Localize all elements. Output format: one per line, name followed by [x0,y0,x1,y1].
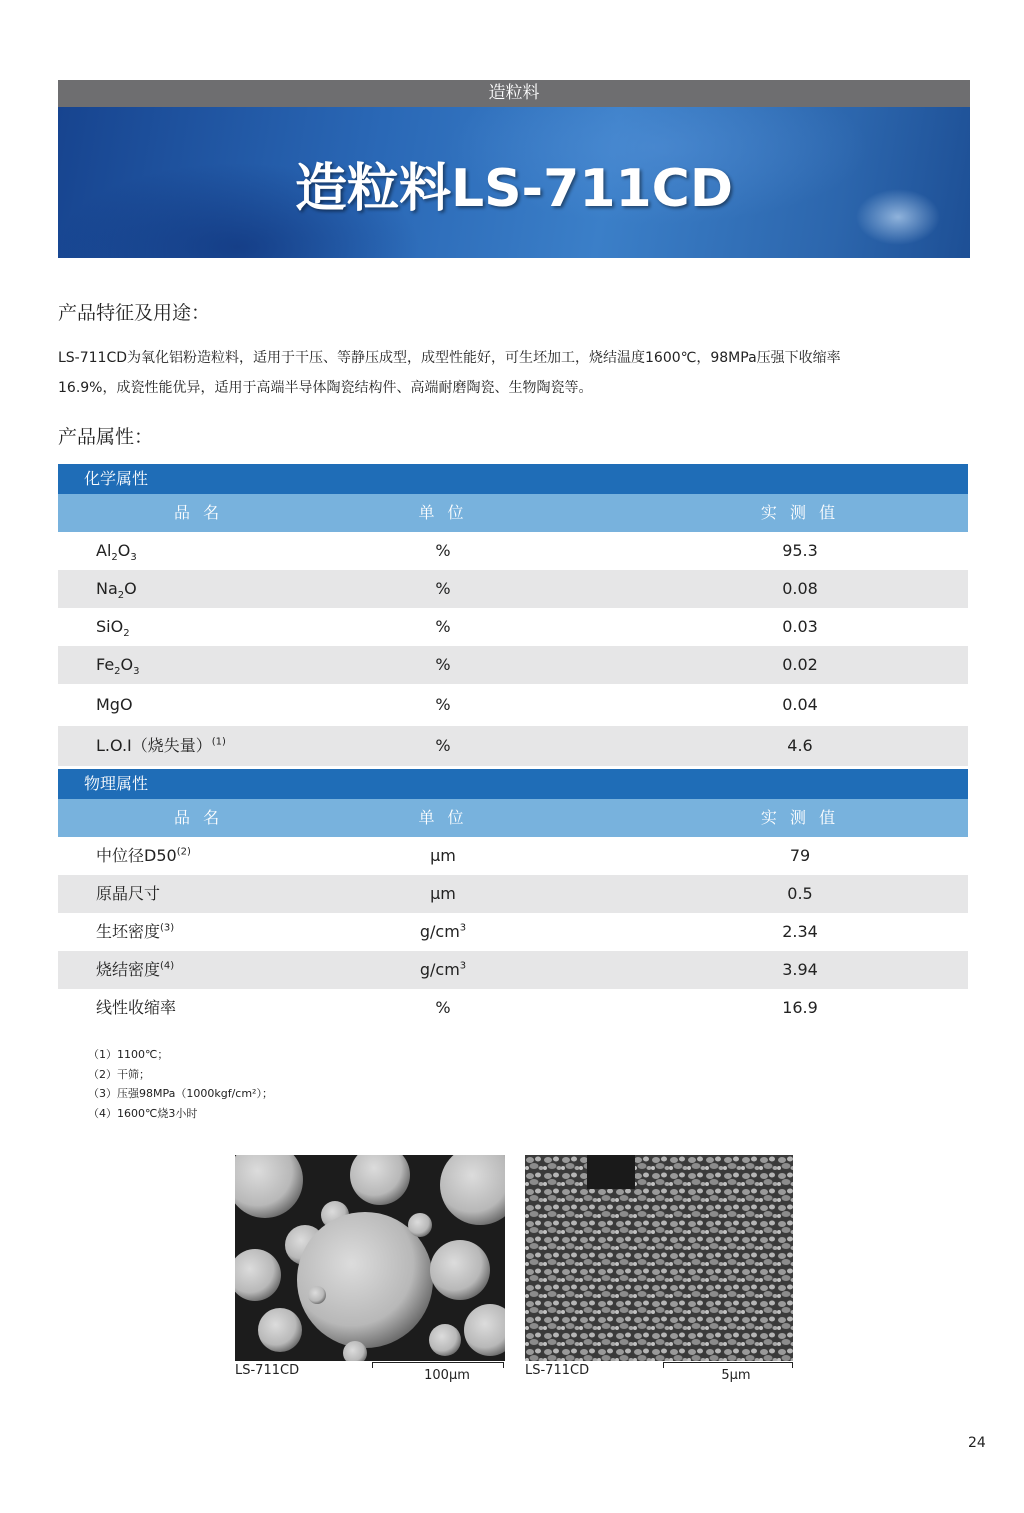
item-name: $Na_2O$ [96,579,137,602]
item-name: L.O.I（烧失量）$^{(1)}$ [96,736,226,755]
item-value: 16.9 [782,998,818,1017]
page-number: 24 [968,1435,986,1451]
table-row [58,913,968,951]
col-unit-header: 单 位 [418,503,468,522]
table-row [58,951,968,989]
table-row [58,532,968,570]
footnote-ref: (3) [160,922,175,934]
item-name: 线性收缩率 [96,998,177,1017]
table-row [58,875,968,913]
table-row [58,608,968,646]
item-value: 79 [789,846,811,865]
table-row [58,646,968,684]
item-unit: % [435,617,451,636]
item-name: 烧结密度$^{(4)}$ [96,960,175,979]
item-unit: % [435,998,451,1017]
item-value: 0.04 [782,695,818,714]
physical-group-title: 物理属性 [58,769,968,799]
item-unit: % [435,541,451,560]
footnote-ref: (2) [176,846,191,858]
footnotes [88,1045,273,1123]
features-line-2: 16.9%，成瓷性能优异，适用于高端半导体陶瓷结构件、高端耐磨陶瓷、生物陶瓷等。 [58,380,593,396]
item-value: 0.5 [787,884,813,903]
item-unit: $g/cm^3$ [419,922,467,941]
category-strip: 造粒料 [58,80,970,107]
sem-image-grains [525,1155,793,1361]
item-value: 3.94 [782,960,818,979]
item-value: 95.3 [782,541,818,560]
col-value-header: 实 测 值 [760,808,840,827]
product-title: 造粒料LS-711CD [294,159,734,219]
item-name: $Al_2O_3$ [96,541,137,564]
item-name: 中位径D50$^{(2)}$ [96,846,191,865]
table-row [58,837,968,875]
item-unit: % [435,579,451,598]
image-2-scale-text: 5μm [721,1368,751,1383]
item-unit: % [435,736,451,755]
features-text [58,343,978,403]
item-name: MgO [96,695,133,714]
table-row [58,570,968,608]
item-value: 4.6 [787,736,813,755]
features-line-1: LS-711CD为氧化铝粉造粒料，适用于干压、等静压成型，成型性能好，可生坯加工，烧结温度1600℃，98MPa压强下收缩率 [58,350,841,366]
item-name: SiO$_2$ [96,617,130,640]
item-unit: μm [430,884,456,903]
sem-image-granules [235,1155,505,1361]
image-1-scale-text: 100μm [424,1368,470,1383]
item-unit: % [435,655,451,674]
footnote-4: （4）1600℃烧3小时 [88,1106,198,1120]
item-unit: μm [430,846,456,865]
table-row [58,684,968,726]
item-unit: $g/cm^3$ [419,960,467,979]
col-unit-header: 单 位 [418,808,468,827]
item-value: 0.02 [782,655,818,674]
physical-properties-table [58,769,968,1027]
footnote-2: （2）干筛； [88,1067,150,1081]
col-name-header: 品 名 [174,808,224,827]
item-value: 2.34 [782,922,818,941]
chemical-group-title: 化学属性 [58,464,968,494]
col-name-header: 品 名 [174,503,224,522]
item-value: 0.08 [782,579,818,598]
image-2-label: LS-711CD [525,1363,590,1378]
chemical-header-row [58,494,968,532]
footnote-ref: (1) [211,736,226,748]
item-unit: % [435,695,451,714]
features-heading: 产品特征及用途： [58,302,211,324]
physical-header-row [58,799,968,837]
footnote-3: （3）压强98MPa（1000kgf/cm²）； [88,1087,273,1100]
table-row [58,989,968,1027]
col-value-header: 实 测 值 [760,503,840,522]
footnote-ref: (4) [160,960,175,972]
item-name: 生坯密度$^{(3)}$ [96,922,175,941]
properties-heading: 产品属性： [58,426,154,448]
footnote-1: （1）1100℃； [88,1048,169,1061]
image-1-label: LS-711CD [235,1363,300,1378]
table-row [58,726,968,766]
item-value: 0.03 [782,617,818,636]
item-name: 原晶尺寸 [96,884,161,903]
item-name: $Fe_2O_3$ [96,655,140,678]
title-banner [58,107,970,258]
chemical-properties-table [58,464,968,766]
